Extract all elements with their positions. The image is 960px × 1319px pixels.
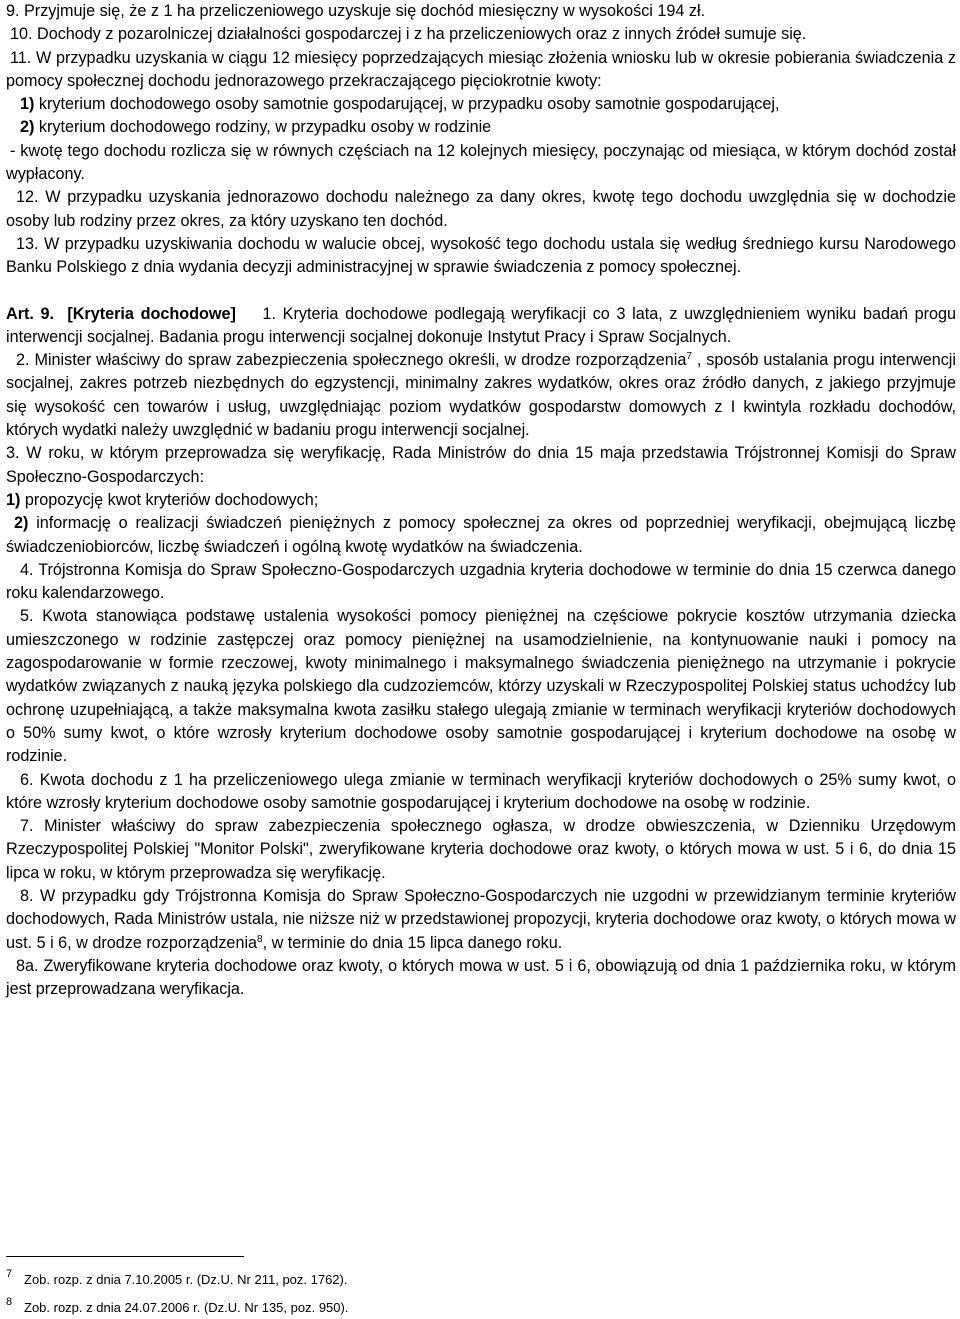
footnote-separator bbox=[6, 1256, 244, 1257]
point-number: 2) bbox=[20, 118, 35, 137]
article-9-paragraph-5: 5. Kwota stanowiąca podstawę ustalenia wysokości pomocy pieniężnej na częściowe pokrycie kosztów utrzymania dziecka umieszczonego w rodzinie zastępczej oraz pomocy pieniężnej na usamodzielnienie, na kontynuowanie nauki i pomocy na zagospodarowanie w formie rzeczowej, kwoty minimalnego i maksymalnego świadczenia pieniężnego na utrzymanie i pokrycie wydatków związanych z nauką języka polskiego dla cudzoziemców, którzy uzyskali w Rzeczypospolitej Polskiej status uchodźcy lub ochronę uzupełniającą, a także maksymalna kwota zasiłku stałego ulegają zmianie w terminach weryfikacji kryteriów dochodowych o 50% sumy kwot, o które wzrosły kryterium dochodowe osoby samotnie gospodarującej i kryterium dochodowe na osobę w rodzinie. bbox=[6, 607, 956, 766]
paragraph-11-point-2 bbox=[6, 116, 956, 139]
paragraph-text: Dochody z pozarolniczej działalności gospodarczej i z ha przeliczeniowych oraz z innych źródeł sumuje się. bbox=[32, 25, 807, 44]
paragraph-text: , w terminie do dnia 15 lipca danego roku. bbox=[262, 933, 563, 952]
paragraph-text: W roku, w którym przeprowadza się weryfikację, Rada Ministrów do dnia 15 maja przedstawia Trójstronnej Komisji do Spraw Społeczno-Gospodarczych: bbox=[6, 444, 956, 486]
article-9-paragraph-3 bbox=[6, 442, 956, 489]
paragraph-number: 10. bbox=[10, 25, 33, 44]
paragraph-12 bbox=[6, 186, 956, 233]
paragraph-text: , sposób ustalania progu interwencji socjalnej, zakres potrzeb niezbędnych do egzystencji, minimalny zakres wydatków, okres oraz źródło danych, z jakiego przyjmuje się wysokość cen towarów i usług, uwzględniając poziom wydatków gospodarstw domowych z I kwintyla rozkładu dochodów, których wydatki należy uwzględnić w badaniu progu interwencji socjalnej. bbox=[6, 351, 956, 440]
article-title: [Kryteria dochodowe] bbox=[67, 304, 236, 323]
article-9-paragraph-7: 7. Minister właściwy do spraw zabezpieczenia społecznego ogłasza, w drodze obwieszczenia, w Dzienniku Urzędowym Rzeczypospolitej Polskiej "Monitor Polski", zweryfikowane kryteria dochodowe oraz kwoty, o których mowa w ust. 5 i 6, do dnia 15 lipca w roku, w którym przeprowadza się weryfikację. bbox=[6, 817, 956, 882]
article-9-paragraph-2 bbox=[6, 349, 956, 442]
paragraph-text: W przypadku uzyskiwania dochodu w walucie obcej, wysokość tego dochodu ustala się według średniego kursu Narodowego Banku Polskiego z dnia wydania decyzji administracyjnej w sprawie świadczenia z pomocy społecznej. bbox=[6, 234, 956, 277]
paragraph-text: - kwotę tego dochodu rozlicza się w równych częściach na 12 kolejnych miesięcy, poczynając od miesiąca, w którym dochód został wypłacony. bbox=[6, 141, 956, 184]
paragraph-number: 1. bbox=[262, 304, 277, 323]
paragraph-11-point-1 bbox=[6, 93, 956, 116]
footnote-mark: 8 bbox=[6, 1296, 13, 1308]
article-9-paragraph-4: 4. Trójstronna Komisja do Spraw Społeczno-Gospodarczych uzgadnia kryteria dochodowe w terminie do dnia 15 czerwca danego roku kalendarzowego. bbox=[6, 560, 956, 603]
article-9-paragraph-3-point-2 bbox=[6, 512, 956, 559]
paragraph-text: Kryteria dochodowe podlegają weryfikacji co 3 lata, z uwzględnieniem wyniku badań progu interwencji socjalnej. Badania progu interwencji socjalnej dokonuje Instytut Pracy i Spraw Socjalnych. bbox=[6, 304, 957, 346]
paragraph-number: 9. bbox=[6, 2, 20, 20]
footnote-mark: 7 bbox=[6, 1268, 13, 1280]
footnote-8 bbox=[6, 1294, 906, 1316]
paragraph-11-tail bbox=[6, 140, 956, 187]
document-body bbox=[6, 0, 956, 1001]
paragraph-number: 12. bbox=[16, 188, 39, 207]
article-9-paragraph-8 bbox=[6, 885, 956, 955]
paragraph-9 bbox=[6, 0, 956, 23]
paragraph-number: 11. bbox=[10, 48, 32, 67]
paragraph-number: 3. bbox=[6, 444, 20, 463]
article-label: Art. 9. bbox=[6, 304, 55, 323]
point-number: 1) bbox=[20, 95, 35, 114]
point-text: kryterium dochodowego rodziny, w przypadku osoby w rodzinie bbox=[34, 118, 492, 137]
paragraph-10 bbox=[6, 23, 956, 46]
paragraph-text: Przyjmuje się, że z 1 ha przeliczeniowego uzyskuje się dochód miesięczny w wysokości 194 zł. bbox=[19, 2, 706, 20]
point-number: 2) bbox=[14, 514, 29, 533]
paragraph-11 bbox=[6, 47, 956, 94]
point-text: propozycję kwot kryteriów dochodowych; bbox=[20, 490, 319, 509]
paragraph-text: W przypadku uzyskania w ciągu 12 miesięcy poprzedzających miesiąc złożenia wniosku lub w okresie pobierania świadczenia z pomocy społecznej dochodu jednorazowego przekraczającego pięciokrotnie kwoty: bbox=[6, 48, 956, 90]
paragraph-text: W przypadku uzyskania jednorazowo dochodu należnego za dany okres, kwotę tego dochodu uwzględnia się w dochodzie osoby lub rodziny przez okres, za który uzyskano ten dochód. bbox=[6, 188, 956, 230]
article-9-paragraph-6: 6. Kwota dochodu z 1 ha przeliczeniowego ulega zmianie w terminach weryfikacji kryteriów dochodowych o 25% sumy kwot, o które wzrosły kryterium dochodowe osoby samotnie gospodarującej i kryterium dochodowe na osobę w rodzinie. bbox=[6, 770, 956, 812]
footnote-7 bbox=[6, 1266, 906, 1288]
paragraph-13 bbox=[6, 233, 956, 280]
article-9-paragraph-3-point-1 bbox=[6, 489, 956, 512]
footnote-text: Zob. rozp. z dnia 24.07.2006 r. (Dz.U. Nr 135, poz. 950). bbox=[24, 1300, 349, 1315]
paragraph-number: 13. bbox=[16, 234, 39, 253]
point-number: 1) bbox=[6, 490, 21, 509]
footnote-text: Zob. rozp. z dnia 7.10.2005 r. (Dz.U. Nr 211, poz. 1762). bbox=[24, 1272, 348, 1287]
point-text: informację o realizacji świadczeń pieniężnych z pomocy społecznej za okres od poprzedniej weryfikacji, obejmującą liczbę świadczeniobiorców, liczbę świadczeń i ogólną kwotę wydatków na świadczenia. bbox=[6, 514, 956, 556]
paragraph-text: Minister właściwy do spraw zabezpieczenia społecznego określi, w drodze rozporządzenia bbox=[29, 351, 687, 370]
article-9-paragraph-1 bbox=[6, 303, 956, 350]
point-text: kryterium dochodowego osoby samotnie gospodarującej, w przypadku osoby samotnie gospodarującej, bbox=[34, 95, 780, 114]
paragraph-number: 2. bbox=[16, 351, 30, 370]
footnote-ref-7[interactable]: 7 bbox=[686, 351, 692, 363]
article-9-paragraph-8a: 8a. Zweryfikowane kryteria dochodowe oraz kwoty, o których mowa w ust. 5 i 6, obowiązują od dnia 1 października roku, w którym jest przeprowadzana weryfikacja. bbox=[6, 956, 956, 999]
footnote-ref-8[interactable]: 8 bbox=[257, 933, 263, 945]
paragraph-text: 8. W przypadku gdy Trójstronna Komisja do Spraw Społeczno-Gospodarczych nie uzgodni w przewidzianym terminie kryteriów dochodowych, Rada Ministrów ustala, nie niższe niż w przedstawionej propozycji, kryteria dochodowe oraz kwoty, o których mowa w ust. 5 i 6, w drodze rozporządzenia bbox=[6, 886, 956, 952]
